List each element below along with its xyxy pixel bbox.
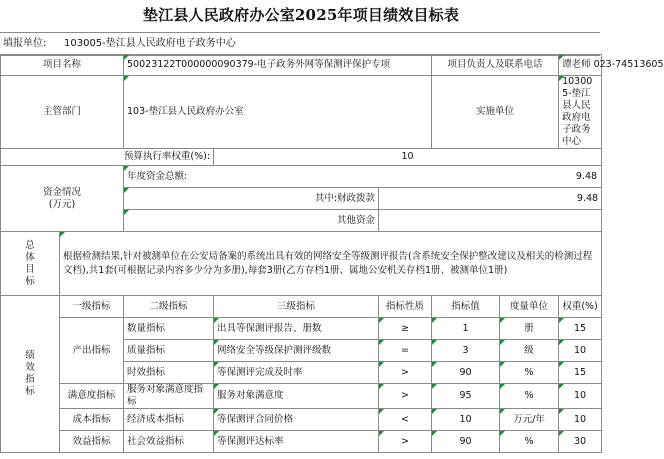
funds-total-label: 年度资金总额:: [127, 170, 188, 182]
row-l1: 效益指标: [60, 431, 124, 453]
header-nature: 指标性质: [379, 296, 432, 318]
project-owner-text: 谭老师 023-74513605: [562, 59, 664, 70]
header-l1: 一级指标: [60, 296, 124, 318]
funds-label-line1: 资金情况: [43, 186, 82, 198]
row-l3: 等保测评完成及时率: [214, 362, 379, 384]
perf-header-row: [1, 296, 602, 318]
dept-row: [1, 76, 602, 149]
row-nature: >: [379, 362, 432, 384]
perf-char: 指: [25, 374, 35, 385]
performance-table: [0, 54, 664, 453]
row-weight: 10: [559, 340, 602, 362]
dept-value: 103-垫江县人民政府办公室: [124, 76, 432, 149]
project-name-value: 50023122T000000090379-电子政务外网等保测评保护专项: [124, 55, 432, 76]
weight-row: [1, 149, 602, 166]
row-unit: 级: [500, 340, 559, 362]
project-owner-value: [559, 55, 664, 76]
project-row: [1, 55, 602, 76]
perf-char: 标: [25, 386, 35, 397]
filler-value: 103005-垫江县人民政府电子政务中心: [64, 38, 236, 49]
dept-label: 主管部门: [1, 76, 124, 149]
funds-other-value: [379, 210, 602, 232]
goal-row: [1, 232, 602, 296]
table-row: [1, 409, 602, 431]
row-weight: 10: [559, 384, 602, 409]
goal-text: 根据检测结果,针对被测单位在公安局备案的系统出具有效的网络安全等级测评报告(含系统安全保护整改建议及相关的检测过程文档),共1套(可根据记录内容多少分为多册),每套3册(乙方存档1册、属地公安机关存档1册、被测单位1册): [60, 232, 602, 296]
funds-fiscal-value: 9.48: [379, 188, 602, 210]
row-unit: %: [500, 362, 559, 384]
project-name-label: 项目名称: [1, 55, 124, 76]
row-l3: 等保测评合同价格: [214, 409, 379, 431]
funds-total-value: 9.48: [575, 170, 598, 182]
row-nature: >: [379, 431, 432, 453]
weight-label: 预算执行率权重(%):: [1, 149, 214, 166]
header-l2: 二级指标: [124, 296, 214, 318]
row-l1: 满意度指标: [60, 384, 124, 409]
funds-label: [1, 166, 124, 232]
table-row: [1, 431, 602, 453]
goal-char: 标: [25, 275, 35, 287]
row-l2: 质量指标: [124, 340, 214, 362]
row-l3: 等保测评达标率: [214, 431, 379, 453]
perf-char: 效: [25, 362, 35, 373]
row-value: 3: [432, 340, 500, 362]
impl-unit-value: 103005-垫江县人民政府电子政务中心: [559, 76, 602, 149]
filler-label: 填报单位:: [3, 38, 47, 49]
row-l2: 社会效益指标: [124, 431, 214, 453]
funds-total-cell: [124, 166, 602, 188]
row-nature: =: [379, 340, 432, 362]
row-weight: 30: [559, 431, 602, 453]
header-unit: 度量单位: [500, 296, 559, 318]
table-row: [1, 384, 602, 409]
header-value: 指标值: [432, 296, 500, 318]
row-value: 1: [432, 318, 500, 340]
goal-char: 体: [25, 251, 35, 263]
weight-value: 10: [214, 149, 602, 166]
funds-total-row: [1, 166, 602, 188]
funds-fiscal-label: 其中:财政拨款: [124, 188, 379, 210]
funds-label-line2: (万元): [48, 198, 76, 210]
filler-row: [0, 32, 600, 56]
project-owner-label: 项目负责人及联系电话: [432, 55, 559, 76]
row-l1: 成本指标: [60, 409, 124, 431]
row-weight: 15: [559, 362, 602, 384]
row-nature: <: [379, 409, 432, 431]
row-unit: %: [500, 384, 559, 409]
goal-label: [1, 232, 60, 296]
goal-char: 总: [25, 239, 35, 251]
row-value: 10: [432, 409, 500, 431]
row-l2: 时效指标: [124, 362, 214, 384]
row-l3: 网络安全等级保护测评级数: [214, 340, 379, 362]
perf-char: 绩: [25, 350, 35, 361]
row-value: 90: [432, 362, 500, 384]
row-l2: 数量指标: [124, 318, 214, 340]
table-row: [1, 318, 602, 340]
header-weight: 权重(%): [559, 296, 602, 318]
header-l3: 三级指标: [214, 296, 379, 318]
row-unit: 册: [500, 318, 559, 340]
row-unit: 万元/年: [500, 409, 559, 431]
row-value: 90: [432, 431, 500, 453]
impl-unit-label: 实施单位: [432, 76, 559, 149]
row-l3: 出具等保测评报告、册数: [214, 318, 379, 340]
row-l1: 产出指标: [60, 318, 124, 384]
row-unit: %: [500, 431, 559, 453]
perf-label: [1, 296, 60, 453]
row-nature: ≥: [379, 318, 432, 340]
row-l2: 服务对象满意度指标: [124, 384, 214, 409]
row-l2: 经济成本指标: [124, 409, 214, 431]
row-weight: 10: [559, 409, 602, 431]
page-title: 垫江县人民政府办公室2025年项目绩效目标表: [142, 6, 460, 24]
row-weight: 15: [559, 318, 602, 340]
goal-char: 目: [25, 263, 35, 275]
funds-other-label: 其他资金: [124, 210, 379, 232]
row-value: 95: [432, 384, 500, 409]
row-nature: >: [379, 384, 432, 409]
row-l3: 服务对象满意度: [214, 384, 379, 409]
